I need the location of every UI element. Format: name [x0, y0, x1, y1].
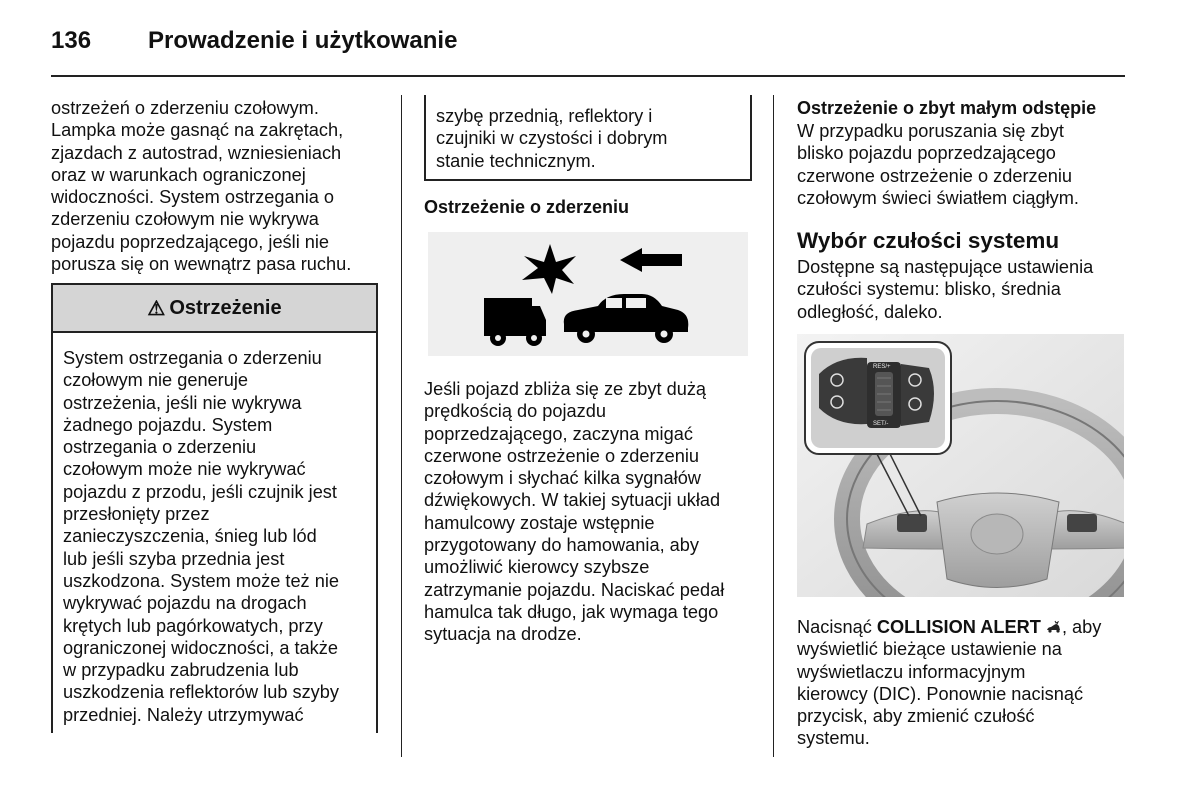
warning-header: [53, 285, 376, 333]
page-number: 136: [51, 27, 92, 54]
collision-alert-icon: [1046, 620, 1062, 634]
column-divider-1: [401, 95, 402, 757]
following-distance-heading: Ostrzeżenie o zbyt małym odstępie: [797, 98, 1097, 118]
instruction-prefix: Nacisnąć: [797, 617, 877, 637]
following-distance-text: W przypadku poruszania się zbyt blisko pojazdu poprzedzającego czerwone ostrzeżenie o zderzeniu czołowym świeci światłem ciągłym.: [797, 121, 1079, 208]
steering-wheel-icon: [797, 334, 1124, 597]
impact-star-icon: [522, 244, 576, 294]
collision-alert-instructions: [797, 616, 1101, 750]
header-divider: [51, 75, 1125, 77]
warning-text: System ostrzegania o zderzeniu czołowym nie generuje ostrzeżenia, jeśli nie wykrywa żadnego pojazdu. System ostrzegania o zderzeniu czołowym może nie wykrywać pojazdu z przodu, jeśli czujnik jest przesłonięty przez zanieczyszczenia, śnieg lub lód lub jeśli szyba przednia jest uszkodzona. System może też nie wykrywać pojazdu na drogach krętych lub pagórkowatych, przy ograniczonej widoczności, a także w przypadku zabrudzenia lub uszkodzenia reflektorów lub szyby przedniej. Należy utrzymywać: [63, 348, 339, 725]
intro-paragraph: ostrzeżeń o zderzeniu czołowym. Lampka może gasnąć na zakrętach, zjazdach z autostrad, wzniesieniach oraz w warunkach ograniczonej widoczności. System ostrzegania o zderzeniu czołowym nie wykrywa pojazdu poprzedzającego, jeśli nie porusza się on wewnątrz pasa ruchu.: [51, 98, 352, 275]
warning-box: [51, 283, 378, 733]
steering-wheel-photo: [797, 334, 1124, 597]
warning-title: Ostrzeżenie: [169, 296, 282, 319]
collision-body-text: Jeśli pojazd zbliża się ze zbyt dużą prędkością do pojazdu poprzedzającego, zaczyna migać czerwone ostrzeżenie o zderzeniu czołowym i słychać kilka sygnałów dźwiękowych. W takiej sytuacji układ hamulcowy zostaje wstępnie przygotowany do hamowania, aby umożliwić kierowcy szybsze zatrzymanie pojazdu. Naciskać pedał hamulca tak długo, jak wymaga tego sytuacja na drodze.: [424, 379, 725, 645]
car-icon: [564, 294, 689, 343]
truck-icon: [484, 298, 546, 346]
warning-triangle-icon: ⚠: [147, 297, 166, 320]
sensitivity-heading: Wybór czułości systemu: [797, 228, 1060, 253]
collision-warning-heading: Ostrzeżenie o zderzeniu: [424, 197, 630, 217]
sensitivity-text: Dostępne są następujące ustawienia czułości systemu: blisko, średnia odległość, daleko.: [797, 257, 1094, 322]
warning-continued-text: szybę przednią, reflektory i czujniki w czystości i dobrym stanie technicznym.: [436, 106, 668, 171]
collision-diagram-icon: [428, 232, 748, 356]
arrow-left-icon: [620, 248, 682, 272]
collision-illustration: [428, 232, 748, 356]
res-label: RES/+: [873, 364, 891, 370]
set-label: SET/-: [873, 421, 889, 427]
collision-alert-button-name: COLLISION ALERT: [876, 617, 1041, 637]
instruction-suffix: , aby wyświetlić bieżące ustawienie na wyświetlaczu informacyjnym kierowcy (DIC). Ponownie nacisnąć przycisk, aby zmienić czułość systemu.: [797, 617, 1102, 749]
column-divider-2: [773, 95, 774, 757]
warning-box-continued: [424, 95, 752, 181]
page-title: Prowadzenie i użytkowanie: [148, 27, 458, 54]
